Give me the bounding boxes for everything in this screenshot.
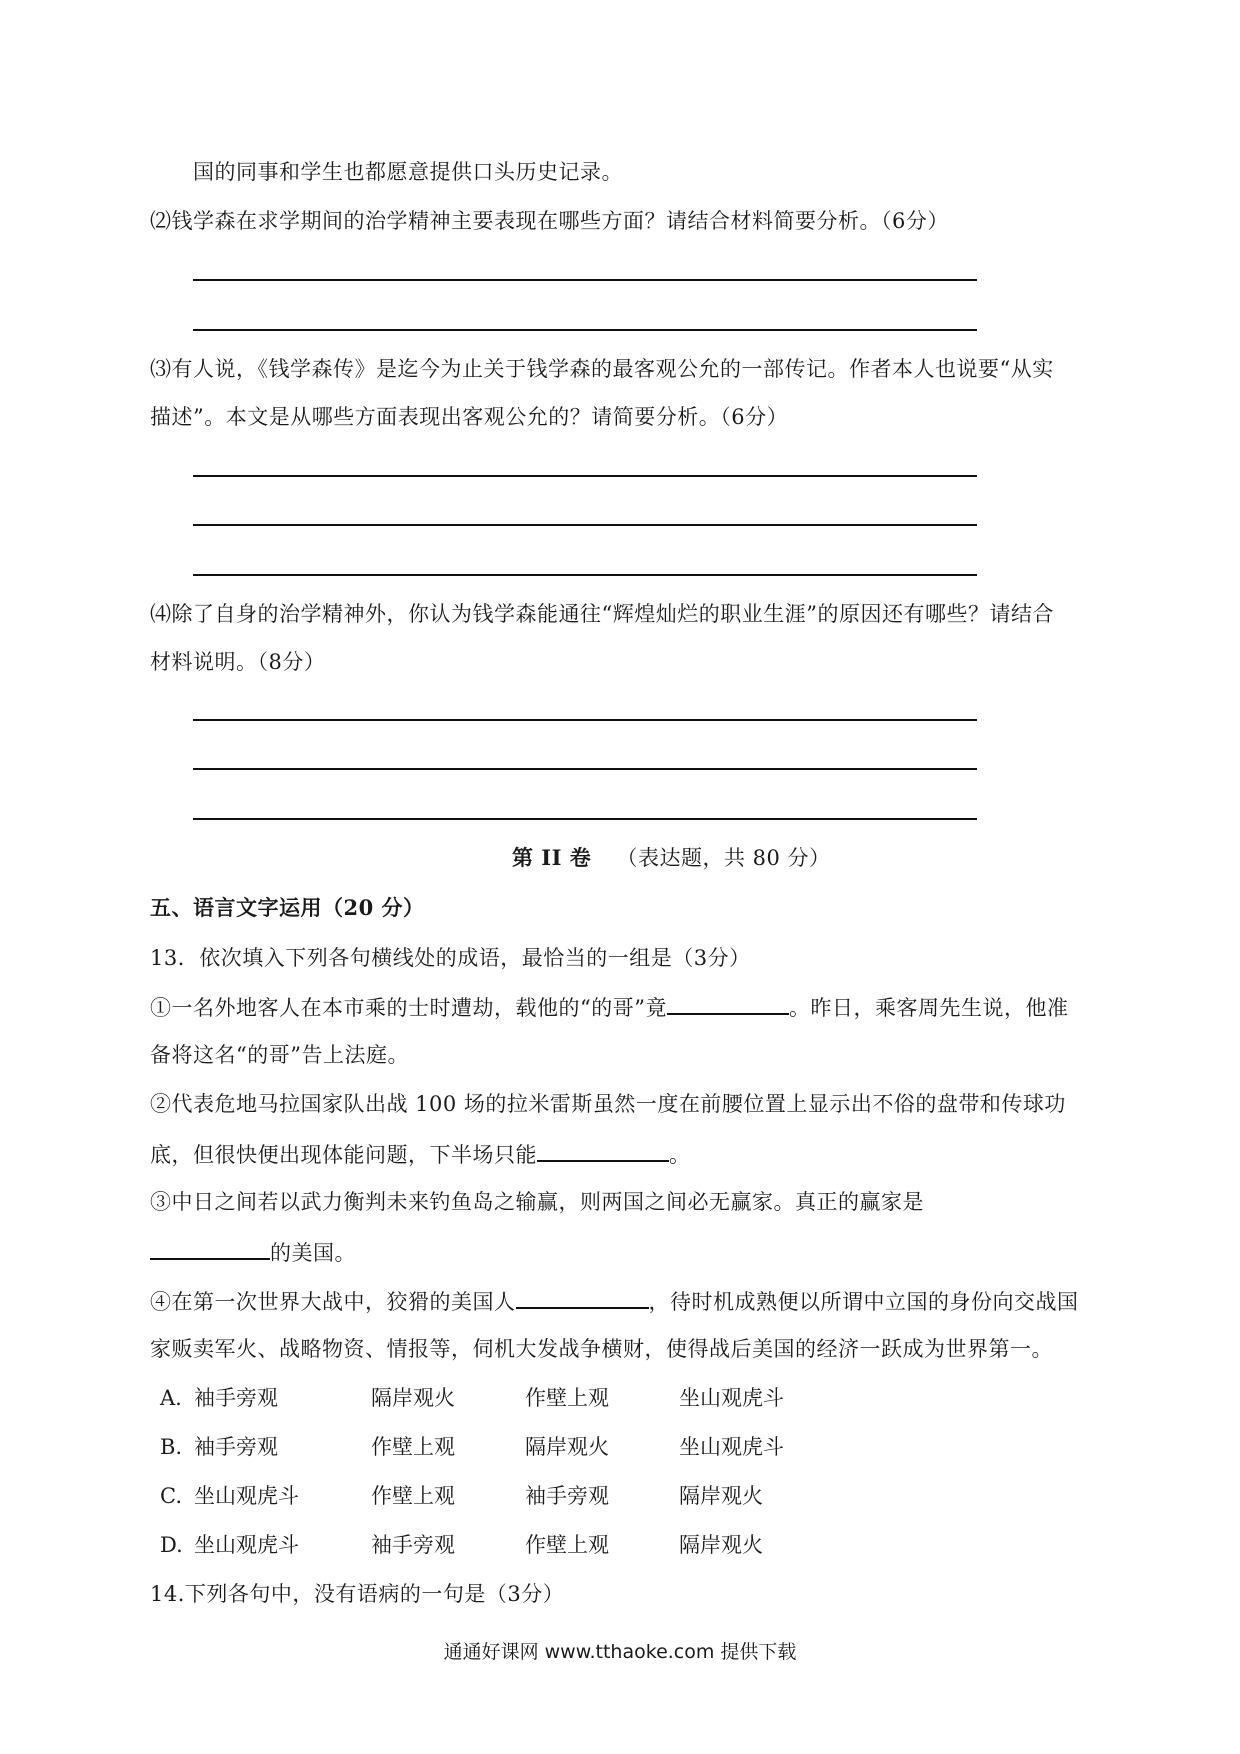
fill-blank-1 [667,991,789,1015]
answer-line [193,279,977,281]
fill-blank-2 [537,1138,669,1162]
answer-line [193,524,977,526]
option-item: 隔岸观火 [525,1435,609,1459]
option-letter: C. [160,1484,182,1508]
sentence-4-line-2: 家贩卖军火、战略物资、情报等，伺机大发战争横财，使得战后美国的经济一跃成为世界第一。 [150,1337,1053,1361]
sentence-4-part-b: ，待时机成熟便以所谓中立国的身份向交战国 [648,1290,1079,1314]
fill-blank-3 [150,1236,270,1260]
option-item: 作壁上观 [525,1386,609,1410]
sentence-3-part-b: 的美国。 [270,1241,356,1265]
sentence-2-line-2 [150,1138,691,1170]
fill-blank-4 [516,1285,649,1309]
option-item: 坐山观虎斗 [679,1435,784,1459]
question-3-line-2: 描述”。本文是从哪些方面表现出客观公允的？请简要分析。（6分） [150,405,789,429]
sentence-3-line-2 [150,1236,356,1268]
section-subtitle: （表达题，共 80 分） [616,846,831,870]
answer-line [193,475,977,477]
option-letter: D. [160,1533,183,1557]
sentence-2-line-1: ②代表危地马拉国家队出战 100 场的拉米雷斯虽然一度在前腰位置上显示出不俗的盘带和传球功 [150,1092,1066,1116]
answer-line [193,818,977,820]
sentence-1-cont: 备将这名“的哥”告上法庭。 [150,1043,409,1067]
option-item: 隔岸观火 [679,1484,763,1508]
option-item: 袖手旁观 [194,1386,278,1410]
answer-line [193,574,977,576]
option-item: 作壁上观 [371,1484,455,1508]
option-item: 坐山观虎斗 [194,1484,299,1508]
sentence-4-part-a: ④在第一次世界大战中，狡猾的美国人 [150,1290,516,1314]
option-item: 袖手旁观 [371,1533,455,1557]
continuation-text: 国的同事和学生也都愿意提供口头历史记录。 [193,160,623,184]
sentence-3-line-1: ③中日之间若以武力衡判未来钓鱼岛之输赢，则两国之间必无赢家。真正的赢家是 [150,1190,924,1214]
option-item: 坐山观虎斗 [194,1533,299,1557]
question-2: ⑵钱学森在求学期间的治学精神主要表现在哪些方面？请结合材料简要分析。（6分） [150,209,949,233]
sentence-1 [150,991,1068,1023]
section-title: 第 II 卷 [512,845,592,870]
option-letter: B. [160,1435,183,1459]
answer-line [193,719,977,721]
option-item: 袖手旁观 [525,1484,609,1508]
part-five-title: 五、语言文字运用（20 分） [150,895,425,920]
sentence-2-part-c: 。 [669,1143,691,1167]
section-heading [512,843,831,873]
sentence-1-part-a: ①一名外地客人在本市乘的士时遭劫，载他的“的哥”竟 [150,996,667,1020]
answer-line [193,768,977,770]
question-13: 13．依次填入下列各句横线处的成语，最恰当的一组是（3分） [150,946,751,970]
option-item: 作壁上观 [371,1435,455,1459]
option-item: 作壁上观 [525,1533,609,1557]
option-item: 坐山观虎斗 [679,1386,784,1410]
answer-line [193,329,977,331]
option-letter: A. [160,1386,182,1410]
option-item: 袖手旁观 [194,1435,278,1459]
sentence-1-part-b: 。昨日，乘客周先生说，他准 [788,996,1069,1020]
question-3-line-1: ⑶有人说，《钱学森传》是迄今为止关于钱学森的最客观公允的一部传记。作者本人也说要“从实 [150,357,1054,381]
question-4-line-2: 材料说明。（8分） [150,650,326,674]
question-14: 14.下列各句中，没有语病的一句是（3分） [150,1582,565,1606]
option-item: 隔岸观火 [679,1533,763,1557]
page-footer: 通通好课网 www.tthaoke.com 提供下载 [443,1641,797,1663]
sentence-4-line-1 [150,1285,1079,1317]
option-item: 隔岸观火 [371,1386,455,1410]
sentence-2-part-b: 底，但很快便出现体能问题，下半场只能 [150,1143,537,1167]
question-4-line-1: ⑷除了自身的治学精神外，你认为钱学森能通往“辉煌灿烂的职业生涯”的原因还有哪些？请结合 [150,602,1054,626]
